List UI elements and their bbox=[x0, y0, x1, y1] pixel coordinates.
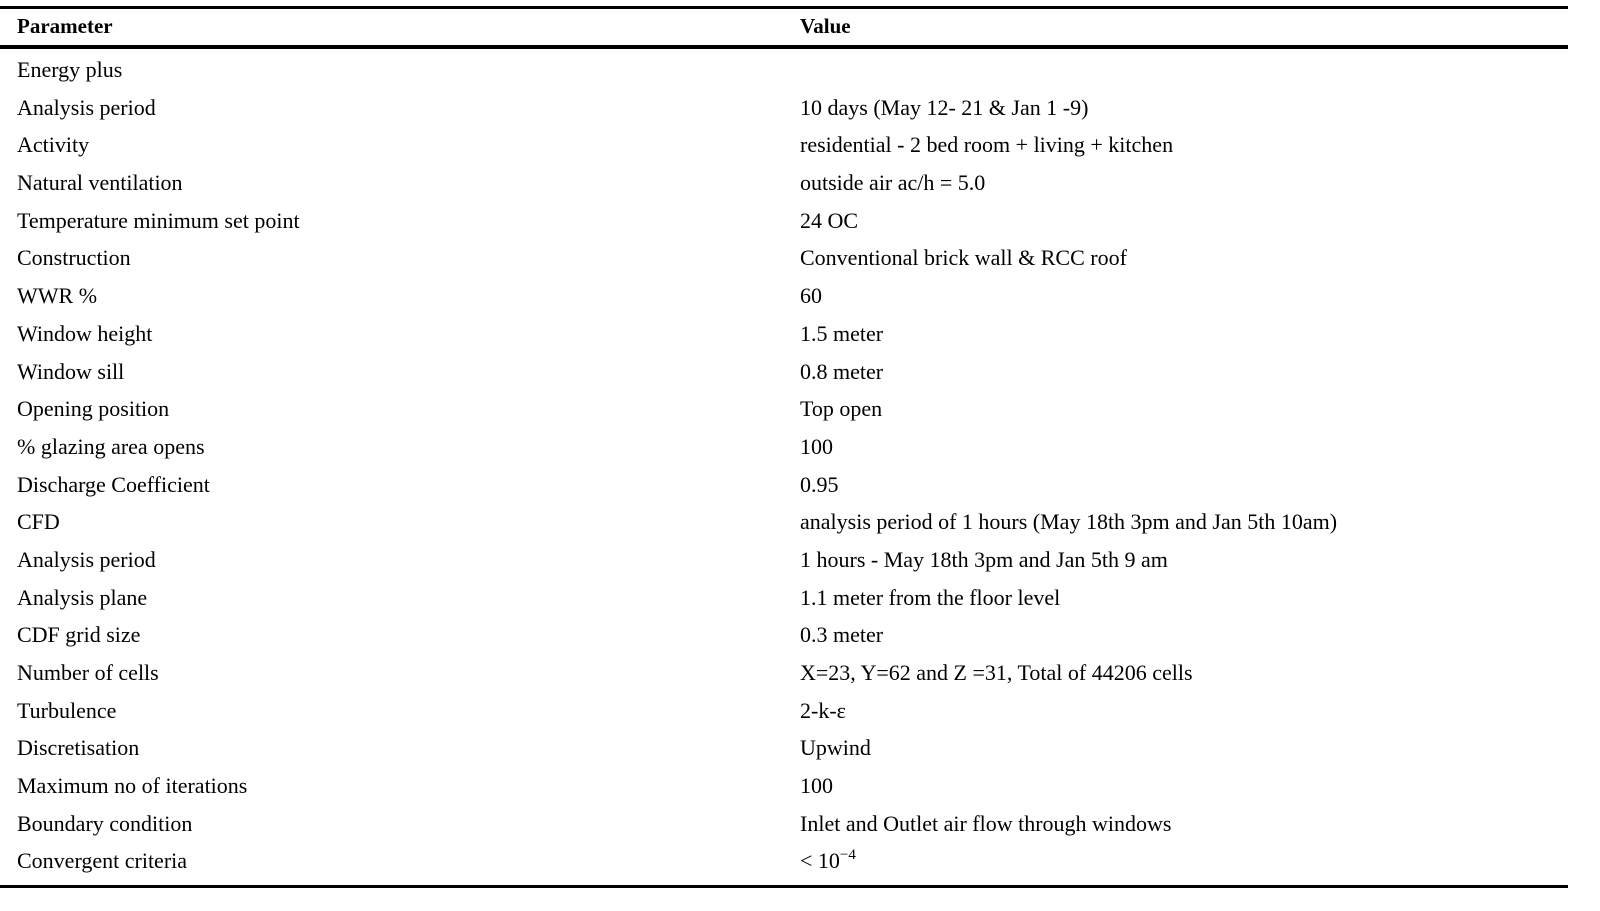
value-cell bbox=[800, 164, 985, 202]
value-cell bbox=[800, 202, 858, 240]
parameter-cell: Natural ventilation bbox=[17, 170, 183, 196]
table-row bbox=[0, 164, 1568, 202]
value-cell bbox=[800, 842, 856, 884]
value-cell bbox=[800, 466, 839, 504]
value-text: analysis period of 1 hours (May 18th 3pm and Jan 5th 10am) bbox=[800, 509, 1338, 535]
value-text: 1 hours - May 18th 3pm and Jan 5th 9 am bbox=[800, 546, 1168, 572]
table-row bbox=[0, 616, 1568, 654]
table-body bbox=[0, 49, 1568, 880]
header-value: Value bbox=[800, 14, 851, 38]
parameter-cell: Window height bbox=[17, 320, 153, 346]
value-text: residential - 2 bed room + living + kitchen bbox=[800, 132, 1174, 158]
value-text: 100 bbox=[800, 433, 833, 459]
value-text: 100 bbox=[800, 773, 833, 799]
parameter-cell: Convergent criteria bbox=[17, 848, 188, 874]
table-row bbox=[0, 202, 1568, 240]
value-text: Top open bbox=[800, 396, 883, 422]
table-bottom-rule bbox=[0, 885, 1568, 888]
parameter-cell: Discharge Coefficient bbox=[17, 471, 210, 497]
table-row bbox=[0, 503, 1568, 541]
table-row bbox=[0, 51, 1568, 89]
parameter-cell: Opening position bbox=[17, 396, 170, 422]
value-text: < 10 bbox=[800, 848, 840, 874]
parameter-cell: Analysis period bbox=[17, 546, 156, 572]
table-row bbox=[0, 692, 1568, 730]
parameter-cell: Analysis period bbox=[17, 94, 156, 120]
parameter-cell: CFD bbox=[17, 509, 60, 535]
table-row bbox=[0, 277, 1568, 315]
parameter-cell: Window sill bbox=[17, 358, 125, 384]
value-cell bbox=[800, 729, 871, 767]
table-row bbox=[0, 842, 1568, 880]
value-text: Inlet and Outlet air flow through windows bbox=[800, 810, 1172, 836]
parameter-cell: Discretisation bbox=[17, 735, 140, 761]
value-cell bbox=[800, 89, 1088, 127]
value-cell bbox=[800, 579, 1060, 617]
value-cell bbox=[800, 503, 1337, 541]
value-text: 10 days (May 12- 21 & Jan 1 -9) bbox=[800, 94, 1089, 120]
value-cell bbox=[800, 428, 833, 466]
value-text: 0.8 meter bbox=[800, 358, 884, 384]
parameter-cell: Number of cells bbox=[17, 660, 159, 685]
table-row bbox=[0, 315, 1568, 353]
table-row bbox=[0, 126, 1568, 164]
parameter-cell: Maximum no of iterations bbox=[17, 773, 248, 799]
value-cell bbox=[800, 692, 846, 730]
table-row bbox=[0, 390, 1568, 428]
parameter-cell: Turbulence bbox=[17, 697, 117, 723]
value-text: 2-k-ε bbox=[800, 697, 846, 723]
value-text: X=23, Y=62 and Z =31, Total of 44206 cells bbox=[800, 660, 1193, 685]
value-superscript: −4 bbox=[839, 847, 856, 864]
parameter-cell: Construction bbox=[17, 245, 131, 271]
table-row bbox=[0, 428, 1568, 466]
value-cell bbox=[800, 390, 882, 428]
value-text: 0.3 meter bbox=[800, 622, 884, 648]
parameter-cell: Energy plus bbox=[17, 57, 123, 82]
header-parameter: Parameter bbox=[17, 14, 113, 38]
value-text: outside air ac/h = 5.0 bbox=[800, 170, 986, 196]
value-text: 0.95 bbox=[800, 471, 839, 497]
parameter-cell: WWR % bbox=[17, 283, 98, 309]
parameter-cell: Boundary condition bbox=[17, 810, 193, 836]
value-cell bbox=[800, 541, 1168, 579]
table-row bbox=[0, 767, 1568, 805]
value-cell bbox=[800, 353, 883, 391]
table-row bbox=[0, 541, 1568, 579]
parameter-cell: Activity bbox=[17, 132, 90, 158]
value-cell bbox=[800, 616, 883, 654]
table-row bbox=[0, 654, 1568, 692]
table-header-row bbox=[0, 9, 1568, 45]
value-cell bbox=[800, 277, 822, 315]
parameter-cell: % glazing area opens bbox=[17, 433, 205, 459]
value-text: 60 bbox=[800, 283, 822, 309]
value-text: 1.5 meter bbox=[800, 320, 884, 346]
table-row bbox=[0, 579, 1568, 617]
table-row bbox=[0, 805, 1568, 843]
value-text: Conventional brick wall & RCC roof bbox=[800, 245, 1127, 271]
value-cell bbox=[800, 767, 833, 805]
value-text: 24 OC bbox=[800, 207, 859, 233]
table-row bbox=[0, 353, 1568, 391]
table-row bbox=[0, 89, 1568, 127]
table-row bbox=[0, 466, 1568, 504]
value-text: 1.1 meter from the floor level bbox=[800, 584, 1061, 610]
value-cell bbox=[800, 805, 1172, 843]
table-row bbox=[0, 239, 1568, 277]
parameter-cell: Temperature minimum set point bbox=[17, 207, 300, 233]
value-text: Upwind bbox=[800, 735, 871, 761]
parameter-cell: CDF grid size bbox=[17, 622, 141, 648]
value-cell bbox=[800, 654, 1193, 692]
value-cell bbox=[800, 126, 1173, 164]
value-cell bbox=[800, 239, 1127, 277]
table-row bbox=[0, 729, 1568, 767]
value-cell bbox=[800, 315, 883, 353]
parameter-cell: Analysis plane bbox=[17, 584, 148, 610]
parameter-table bbox=[0, 6, 1568, 888]
